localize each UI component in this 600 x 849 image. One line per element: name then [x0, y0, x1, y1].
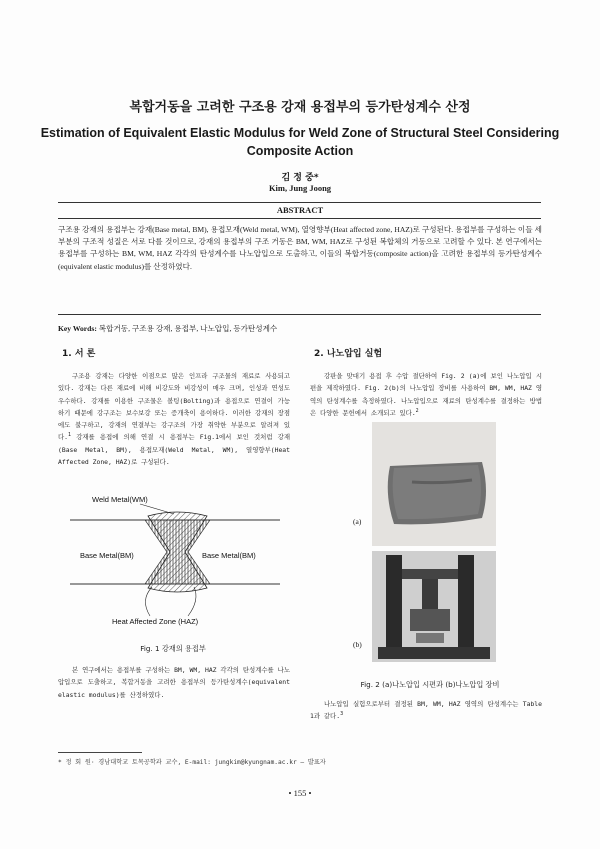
author-english: Kim, Jung Joong — [268, 183, 332, 193]
section2-body-cont — [310, 698, 542, 723]
section1-paragraph2: 본 연구에서는 용접부를 구성하는 BM, WM, HAZ 각각의 탄성계수를 나노압입으로 도출하고, 복합거동을 고려한 용접부의 등가탄성계수(equivalent elastic modulus)를 산정하였다. — [58, 666, 290, 699]
section2-body — [310, 370, 542, 419]
title-korean: 복합거동을 고려한 구조용 강재 용접부의 등가탄성계수 산정 — [129, 100, 471, 115]
author-korean: 김 정 중* — [281, 173, 319, 183]
figure1-caption: Fig. 1 강재의 용접부 — [140, 644, 206, 653]
figure1-label-wm: Weld Metal(WM) — [92, 495, 148, 504]
section1-body-cont — [58, 664, 290, 701]
figure2a-specimen-photo — [372, 422, 496, 546]
figure1-weld-diagram — [70, 492, 280, 634]
figure2b-equipment-photo — [372, 551, 496, 662]
abstract-bottom-rule — [58, 314, 541, 315]
page-number: • 155 • — [288, 788, 312, 798]
section2-paragraph1: 강판을 맞대기 용접 후 수압 절단하여 Fig. 2 (a)에 보인 나노압입 시편을 제작하였다. Fig. 2(b)의 나노압입 장비를 사용하여 BM, WM, HAZ 영역의 탄성계수를 측정하였다. 나노압입으로 재료의 탄성계수를 결정하는 방법은 다양한 문헌에서 소개되고 있다.$^2$ — [310, 372, 542, 417]
section1-heading: 1. 서 론 — [62, 349, 96, 359]
abstract-text: 구조용 강재의 용접부는 강재(Base metal, BM), 용접모재(Weld metal, WM), 열영향부(Heat affected zone, HAZ)로 구성된다. 용접부를 구성하는 이들 세 부분의 구조적 성질은 서로 다를 것이므로, 강재의 용접부의 구조 거동은 BM, WM, HAZ로 구성된 복합체의 거동으로 고려할 수 있다. 본 연구에서는 용접부를 구성하는 BM, WM, HAZ 각각의 탄성계수를 나노압입으로 도출하고, 이들의 복합거동(composite action)을 고려한 용접부의 등가탄성계수(equivalent elastic modulus)를 산정하였다. — [58, 225, 542, 271]
abstract-top-rule — [58, 202, 541, 203]
figure1-label-bm-left: Base Metal(BM) — [80, 551, 134, 560]
figure2-label-a: (a) — [353, 517, 362, 526]
weld-metal-region — [148, 512, 207, 592]
abstract-heading: ABSTRACT — [276, 205, 324, 215]
footnote-rule — [58, 752, 142, 753]
figure1-label-haz: Heat Affected Zone (HAZ) — [112, 617, 199, 626]
section1-paragraph1: 구조용 강재는 다양한 이점으로 많은 인프라 구조물의 재료로 사용되고 있다. 강재는 다른 재료에 비해 비강도와 비강성이 매우 크며, 인성과 연성도 우수하다. 강재를 이용한 구조물은 볼팅(Bolting)과 용접으로 연결이 가능하기 때문에 강구조는 보수보강 또는 증개축이 용이하다. 이러한 강재의 장점에도 불구하고, 강재의 연결부는 강구조의 가장 취약한 부분으로 알려져 있다.$^1$ 강재를 용접에 의해 연결 시 용접부는 Fig.1에서 보인 것처럼 강재(Base Metal, BM), 용접모재(Weld Metal, WM), 열영향부(Heat Affected Zone, HAZ)로 구성된다. — [58, 372, 290, 467]
figure1-label-bm-right: Base Metal(BM) — [202, 551, 256, 560]
keywords-label: Key Words: — [58, 324, 97, 333]
figure2-caption: Fig. 2 (a)나노압입 시편과 (b)나노압입 장비 — [360, 680, 500, 689]
section2-paragraph2: 나노압입 실험으로부터 결정된 BM, WM, HAZ 영역의 탄성계수는 Table 1과 같다.$^3$ — [310, 700, 542, 721]
section2-heading: 2. 나노압입 실험 — [314, 349, 383, 359]
abstract-mid-rule — [58, 218, 541, 219]
footnote: * 정 회 원· 경남대학교 토목공학과 교수, E-mail: jungkim@kyungnam.ac.kr – 발표자 — [58, 759, 326, 766]
section1-body — [58, 370, 290, 468]
figure2-label-b: (b) — [353, 640, 362, 649]
keywords — [58, 323, 542, 334]
title-english: Estimation of Equivalent Elastic Modulus for Weld Zone of Structural Steel Considering Composite Action — [40, 126, 560, 158]
keywords-text: 복합거동, 구조용 강재, 용접부, 나노압입, 등가탄성계수 — [98, 324, 278, 333]
